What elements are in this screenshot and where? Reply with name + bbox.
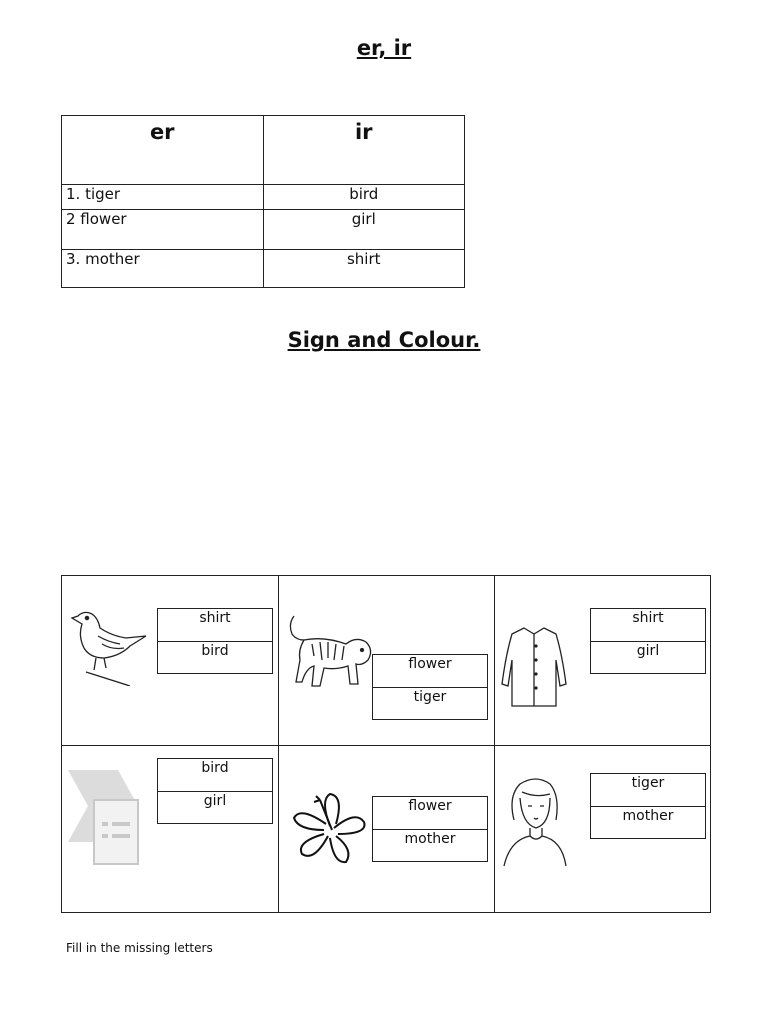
- table-cell: 2 flower: [62, 210, 264, 250]
- word-option[interactable]: girl: [158, 791, 272, 823]
- form-placeholder-icon: [68, 770, 140, 866]
- word-choices: [372, 654, 488, 720]
- word-option[interactable]: mother: [591, 806, 705, 838]
- table-cell: 1. tiger: [62, 185, 264, 210]
- table-cell: bird: [263, 185, 465, 210]
- woman-icon: [500, 776, 570, 868]
- word-option[interactable]: shirt: [199, 610, 231, 626]
- word-option[interactable]: shirt: [632, 610, 664, 626]
- shirt-icon: [498, 624, 570, 710]
- picture-grid: [61, 575, 711, 913]
- word-choices: [590, 608, 706, 674]
- sorting-table: [61, 115, 465, 288]
- section-title: Sign and Colour.: [287, 328, 481, 352]
- table-cell: girl: [263, 210, 465, 250]
- word-option[interactable]: tiger: [631, 775, 665, 791]
- page-title: er, ir: [356, 36, 412, 60]
- word-option[interactable]: girl: [591, 641, 705, 673]
- header-ir: ir: [263, 116, 465, 185]
- word-option[interactable]: flower: [408, 656, 452, 672]
- table-row: [62, 250, 465, 288]
- tiger-icon: [284, 610, 376, 692]
- word-option[interactable]: bird: [201, 760, 229, 776]
- word-option[interactable]: mother: [373, 829, 487, 861]
- table-row: [62, 210, 465, 250]
- flower-icon: [290, 790, 370, 866]
- word-choices: [590, 773, 706, 839]
- word-choices: [372, 796, 488, 862]
- header-er: er: [62, 116, 264, 185]
- table-cell: 3. mother: [62, 250, 264, 288]
- table-row: [62, 185, 465, 210]
- word-option[interactable]: tiger: [373, 687, 487, 719]
- word-option[interactable]: bird: [158, 641, 272, 673]
- bird-icon: [68, 606, 150, 686]
- table-cell: shirt: [263, 250, 465, 288]
- word-choices: [157, 608, 273, 674]
- instruction-text: Fill in the missing letters: [66, 941, 213, 955]
- word-option[interactable]: flower: [408, 798, 452, 814]
- word-choices: [157, 758, 273, 824]
